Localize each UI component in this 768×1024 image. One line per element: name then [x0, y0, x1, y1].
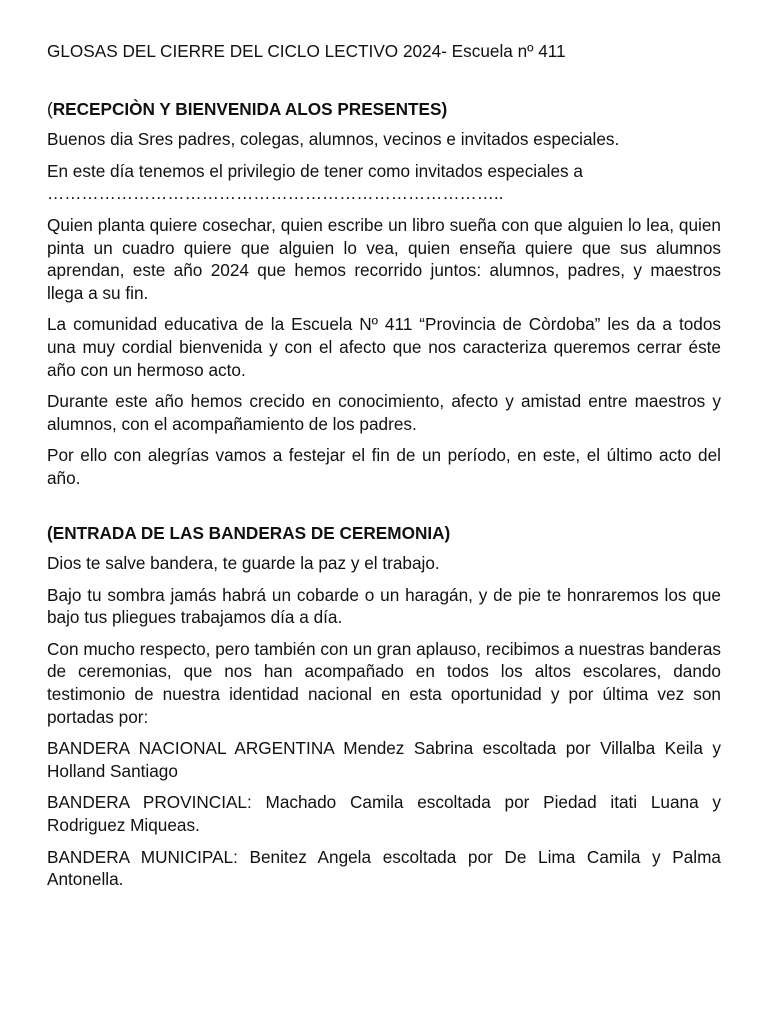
guests-blank-line: …………………………………………………………………….. — [47, 183, 504, 204]
paragraph-municipal-flag: BANDERA MUNICIPAL: Benitez Angela escoltada por De Lima Camila y Palma Antonella. — [47, 846, 721, 890]
paragraph-national-flag: BANDERA NACIONAL ARGENTINA Mendez Sabrina escoltada por Villalba Keila y Holland Santiago — [47, 738, 721, 781]
paragraph-flag-honor: Bajo tu sombra jamás habrá un cobarde o un haragán, y de pie te honraremos los que bajo tus pliegues trabajamos día a día. — [47, 584, 721, 628]
paragraph-growth: Durante este año hemos crecido en conocimiento, afecto y amistad entre maestros y alumnos, con el acompañamiento de los padres. — [47, 391, 721, 434]
paragraph-flag-greeting: Dios te salve bandera, te guarde la paz y el trabajo. — [47, 553, 440, 574]
paragraph-provincial-flag: BANDERA PROVINCIAL: Machado Camila escoltada por Piedad itati Luana y Rodriguez Miqueas. — [47, 792, 721, 836]
document-title: GLOSAS DEL CIERRE DEL CICLO LECTIVO 2024- Escuela nº 411 — [47, 41, 566, 61]
heading-flags-text: (ENTRADA DE LAS BANDERAS DE CEREMONIA) — [47, 522, 451, 543]
paragraph-celebration: Por ello con alegrías vamos a festejar el fin de un período, en este, el último acto del año. — [47, 445, 721, 488]
document-page — [47, 40, 721, 900]
section-spacer — [47, 499, 721, 522]
guests-text: En este día tenemos el privilegio de tener como invitados especiales a — [47, 160, 583, 181]
heading-reception-text: RECEPCIÒN Y BIENVENIDA ALOS PRESENTES) — [52, 98, 448, 119]
section-heading-flags — [47, 522, 721, 545]
paragraph-guests — [47, 160, 721, 205]
paragraph-community: La comunidad educativa de la Escuela Nº 411 “Provincia de Còrdoba” les da a todos una muy cordial bienvenida y con el afecto que nos caracteriza queremos cerrar éste año con un hermoso acto. — [47, 314, 721, 380]
paragraph-greeting: Buenos dia Sres padres, colegas, alumnos, vecinos e invitados especiales. — [47, 129, 620, 150]
section-heading-reception — [47, 98, 721, 121]
paragraph-flag-reception: Con mucho respecto, pero también con un gran aplauso, recibimos a nuestras banderas de ceremonias, que nos han acompañado en todos los altos escolares, dando testimonio de nuestra identidad nacional en esta oportunidad y por última vez son portadas por: — [47, 638, 721, 727]
heading-open-paren: ( — [47, 98, 53, 119]
paragraph-planting: Quien planta quiere cosechar, quien escribe un libro sueña con que alguien lo lea, quien pinta un cuadro quiere que alguien lo vea, quien enseña quiere que sus alumnos aprendan, este año 2024 que hemos recorrido juntos: alumnos, padres, y maestros llega a su fin. — [47, 214, 721, 303]
